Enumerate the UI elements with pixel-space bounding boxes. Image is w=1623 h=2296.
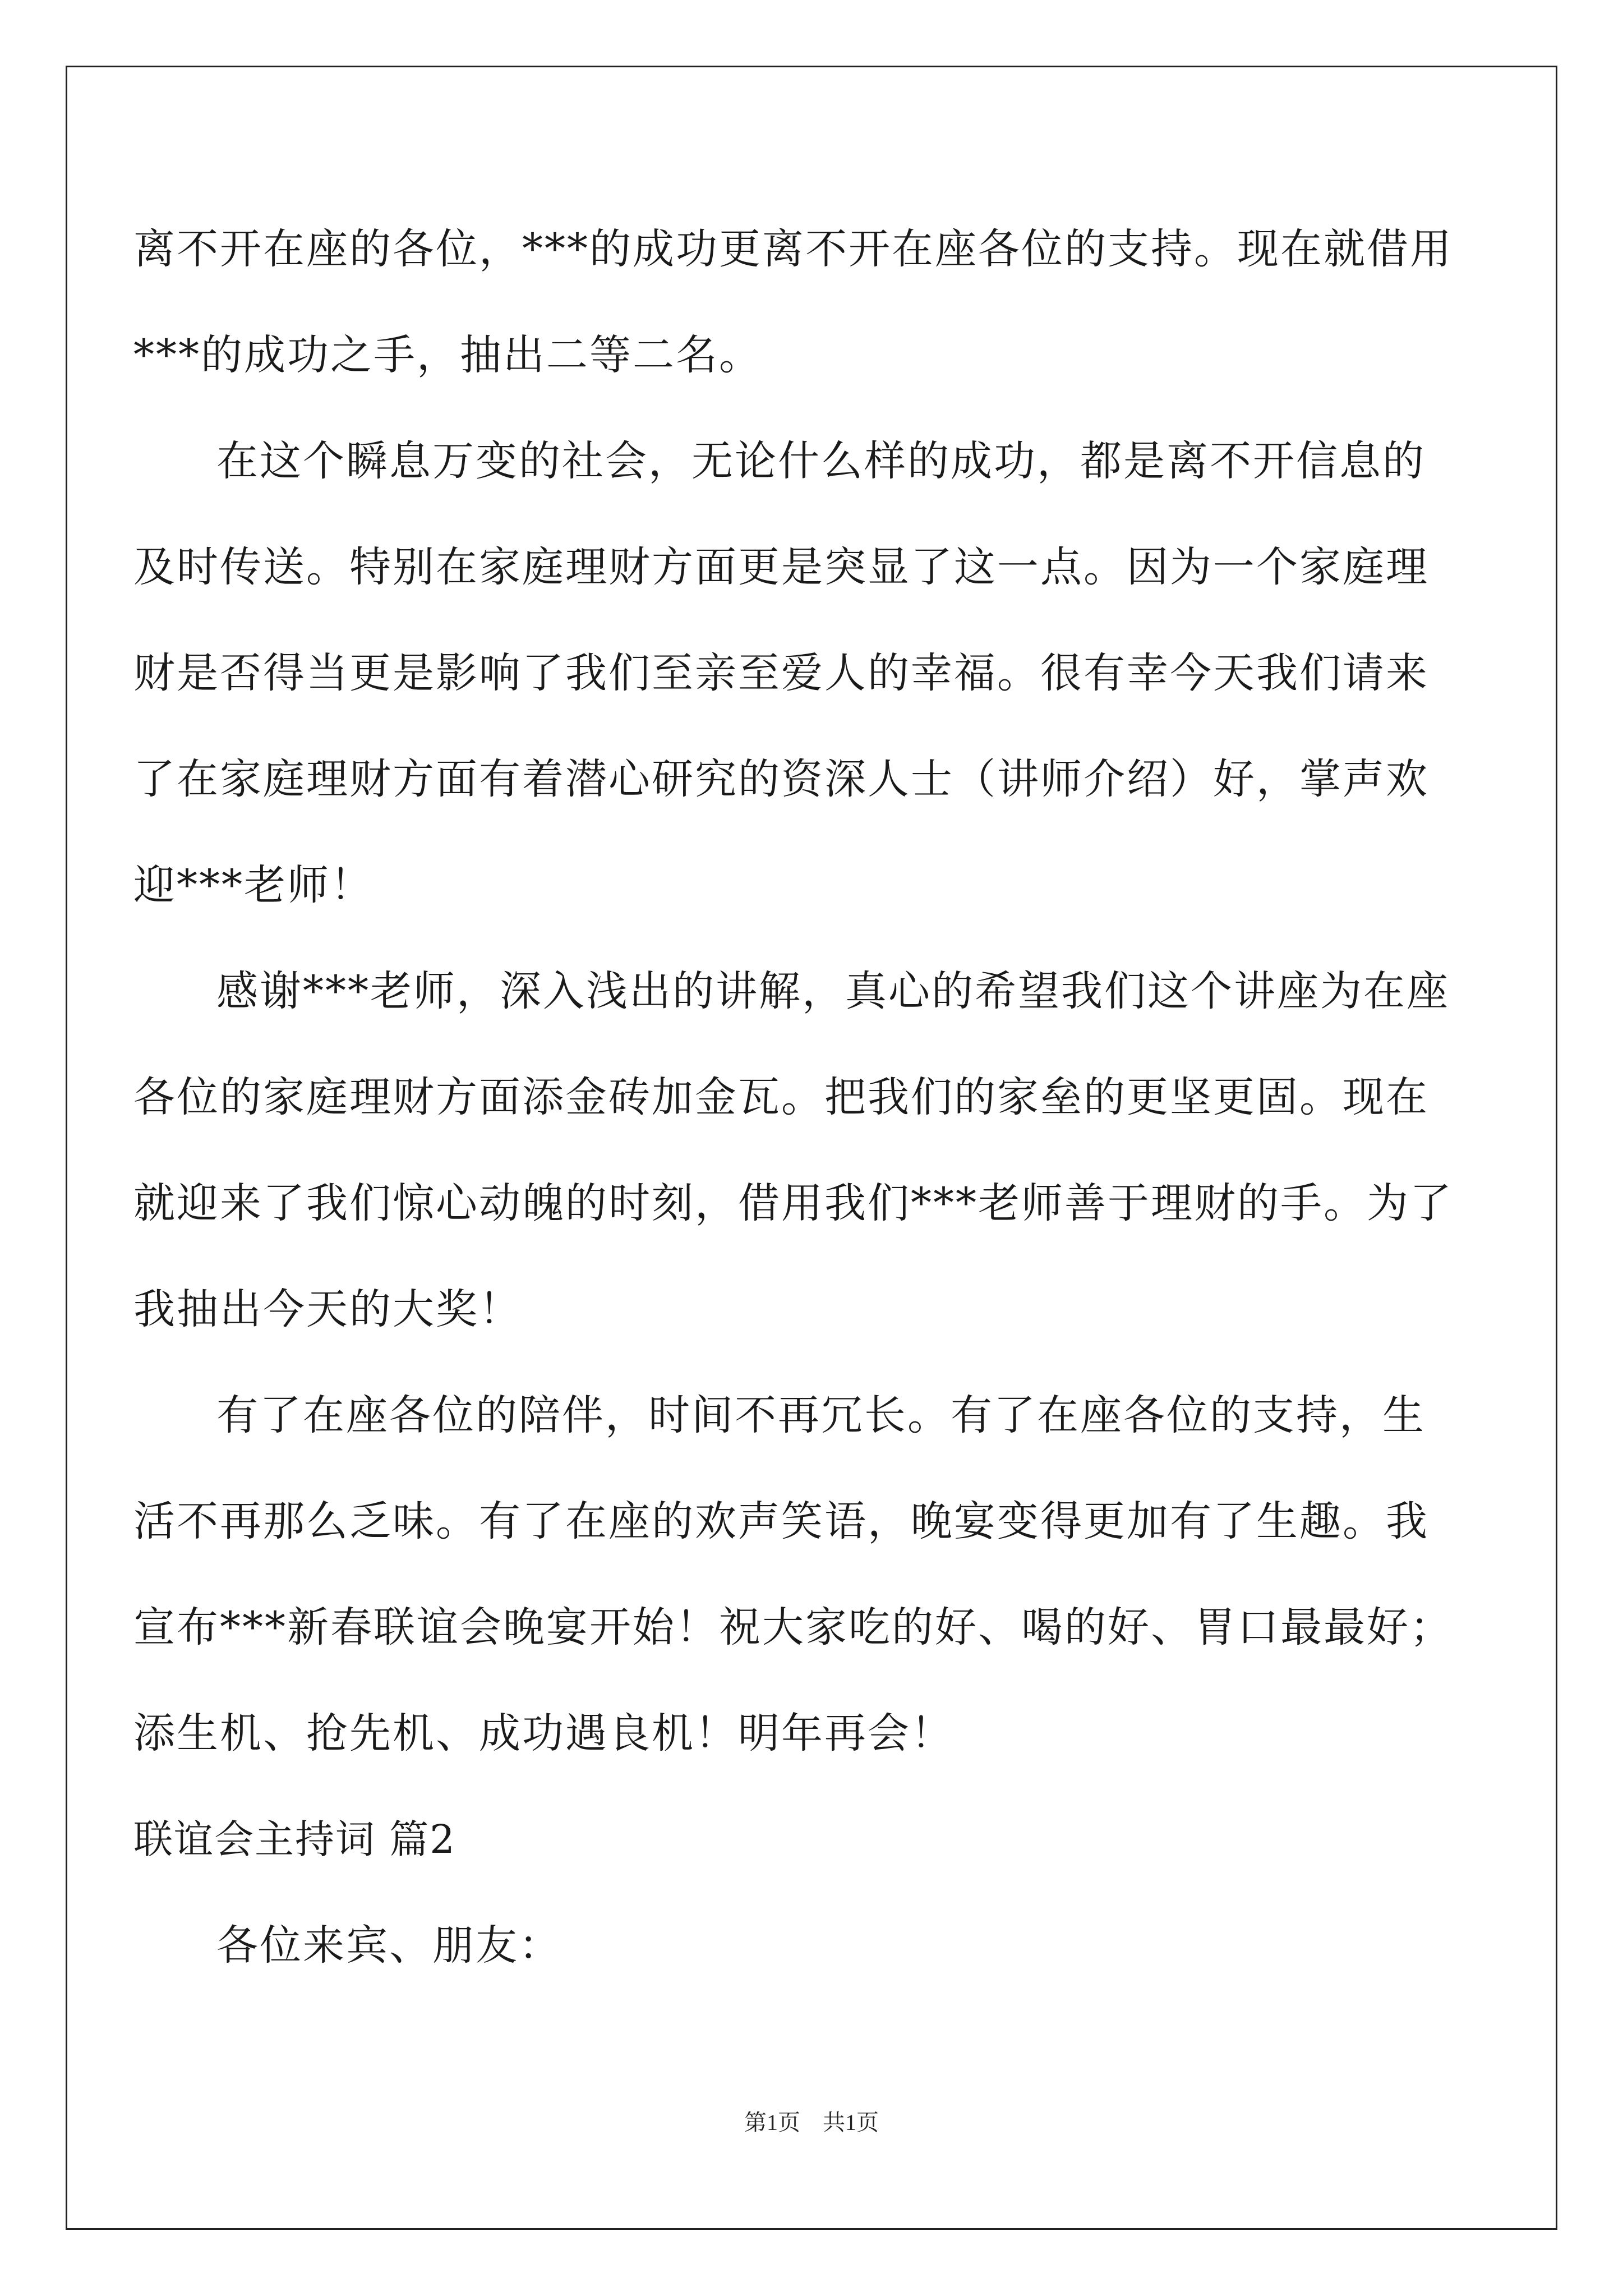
paragraph-line: 各位的家庭理财方面添金砖加金瓦。把我们的家垒的更坚更固。现在: [133, 1073, 1429, 1121]
document-body: [133, 196, 1485, 1999]
paragraph-3: [133, 938, 1485, 1363]
paragraph-line: 我抽出今天的大奖！: [133, 1285, 522, 1333]
closing-paragraph: 各位来宾、朋友：: [216, 1921, 562, 1970]
paragraph-line: ***的成功之手，抽出二等二名。: [133, 331, 762, 379]
paragraph-line: 宣布***新春联谊会晚宴开始！祝大家吃的好、喝的好、胃口最最好；: [133, 1603, 1453, 1651]
paragraph-1: [133, 196, 1485, 408]
paragraph-line: 感谢***老师，深入浅出的讲解，真心的希望我们这个讲座为在座: [216, 967, 1450, 1015]
paragraph-line: 有了在座各位的陪伴，时间不再冗长。有了在座各位的支持，生: [216, 1391, 1426, 1439]
paragraph-line: 离不开在座的各位，***的成功更离不开在座各位的支持。现在就借用: [133, 225, 1453, 273]
paragraph-4: [133, 1363, 1485, 1787]
paragraph-line: 活不再那么乏味。有了在座的欢声笑语，晚宴变得更加有了生趣。我: [133, 1497, 1429, 1545]
page-footer: 第1页 共1页: [744, 2110, 879, 2135]
paragraph-2: [133, 408, 1485, 938]
paragraph-line: 财是否得当更是影响了我们至亲至爱人的幸福。很有幸今天我们请来: [133, 649, 1429, 697]
paragraph-line: 了在家庭理财方面有着潜心研究的资深人士（讲师介绍）好，掌声欢: [133, 755, 1429, 803]
paragraph-line: 就迎来了我们惊心动魄的时刻，借用我们***老师善于理财的手。为了: [133, 1179, 1453, 1227]
paragraph-line: 添生机、抢先机、成功遇良机！明年再会！: [133, 1709, 954, 1757]
paragraph-line: 迎***老师！: [133, 861, 374, 909]
paragraph-line: 在这个瞬息万变的社会，无论什么样的成功，都是离不开信息的: [216, 437, 1426, 485]
section-title: 联谊会主持词 篇2: [133, 1816, 456, 1862]
paragraph-line: 及时传送。特别在家庭理财方面更是突显了这一点。因为一个家庭理: [133, 543, 1429, 591]
